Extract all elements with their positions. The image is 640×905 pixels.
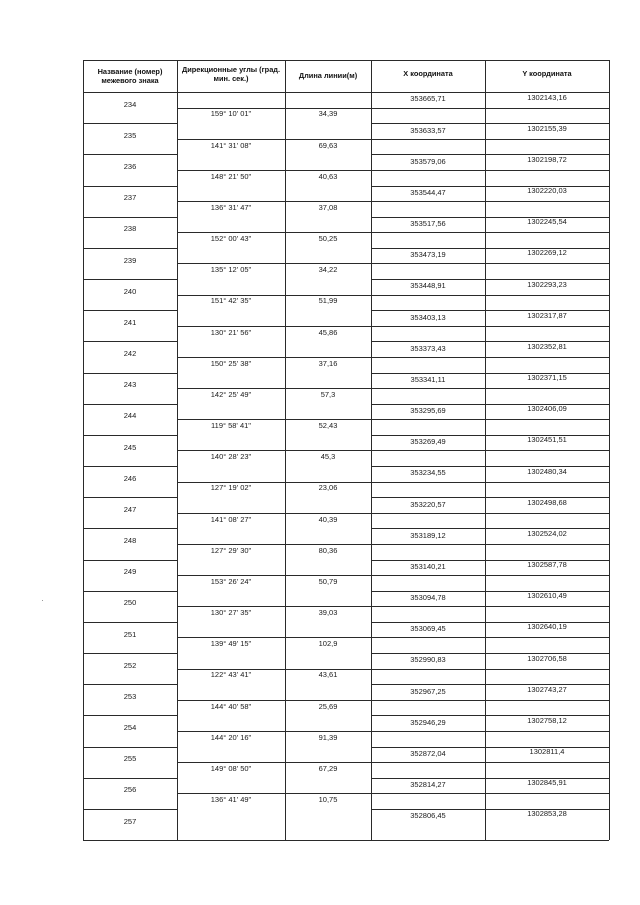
row-border	[83, 123, 177, 124]
segment-angle: 141° 31' 08"	[210, 140, 252, 150]
segment-angle: 144° 40' 58"	[210, 701, 252, 711]
point-y-coordinate: 1302587,78	[527, 560, 567, 570]
segment-angle: 119° 58' 41"	[211, 421, 251, 431]
point-x-coordinate: 353403,13	[410, 312, 446, 322]
row-border	[83, 186, 177, 187]
row-border	[177, 357, 371, 358]
row-border	[83, 560, 177, 561]
row-border	[177, 170, 371, 171]
point-y-coordinate: 1302451,51	[527, 435, 567, 445]
point-x-coordinate: 353234,55	[410, 468, 446, 478]
row-border	[83, 373, 177, 374]
segment-length: 69,63	[318, 140, 338, 150]
row-border	[371, 575, 609, 576]
point-name: 254	[123, 723, 137, 733]
point-x-coordinate: 353189,12	[410, 530, 446, 540]
segment-angle: 148° 21' 50"	[210, 171, 252, 181]
point-x-coordinate: 353665,71	[410, 94, 446, 104]
point-y-coordinate: 1302743,27	[527, 684, 567, 694]
segment-length: 34,22	[318, 265, 338, 275]
row-border	[371, 513, 609, 514]
point-name: 249	[123, 567, 137, 577]
point-y-coordinate: 1302758,12	[527, 715, 567, 725]
point-name: 248	[123, 536, 137, 546]
segment-length: 45,86	[318, 327, 338, 337]
row-border	[371, 295, 609, 296]
row-border	[177, 700, 371, 701]
row-border	[371, 731, 609, 732]
point-name: 239	[123, 255, 137, 265]
segment-length: 34,39	[318, 109, 338, 119]
row-border	[83, 248, 177, 249]
point-name: 238	[123, 224, 137, 234]
segment-angle: 127° 29' 30"	[210, 545, 252, 555]
segment-angle: 153° 26' 24"	[210, 576, 252, 586]
point-x-coordinate: 353069,45	[410, 624, 446, 634]
row-border	[177, 419, 371, 420]
row-border	[177, 793, 371, 794]
point-y-coordinate: 1302245,54	[527, 217, 567, 227]
row-border	[83, 653, 177, 654]
point-y-coordinate: 1302269,12	[527, 248, 567, 258]
point-name: 241	[123, 317, 137, 327]
segment-length: 51,99	[318, 296, 338, 306]
row-border	[371, 544, 609, 545]
point-y-coordinate: 1302406,09	[527, 404, 567, 414]
segment-length: 10,75	[318, 795, 338, 805]
row-border	[83, 435, 177, 436]
segment-length: 57,3	[320, 389, 336, 399]
segment-length: 50,25	[318, 234, 338, 244]
row-border	[83, 497, 177, 498]
segment-angle: 144° 20' 16"	[210, 732, 252, 742]
point-x-coordinate: 352990,83	[410, 655, 446, 665]
point-x-coordinate: 353517,56	[410, 219, 446, 229]
point-y-coordinate: 1302480,34	[527, 466, 567, 476]
point-name: 245	[123, 442, 137, 452]
row-border	[177, 669, 371, 670]
segment-angle: 150° 25' 38"	[210, 358, 252, 368]
scan-speck	[42, 600, 43, 601]
point-name: 256	[123, 785, 137, 795]
point-y-coordinate: 1302352,81	[527, 341, 567, 351]
segment-angle: 159° 10' 01"	[210, 109, 252, 119]
row-border	[83, 279, 177, 280]
row-border	[83, 715, 177, 716]
segment-angle: 136° 41' 49"	[210, 795, 252, 805]
segment-length: 39,03	[318, 608, 338, 618]
segment-angle: 139° 49' 15"	[210, 639, 252, 649]
row-border	[177, 326, 371, 327]
segment-angle: 151° 42' 35"	[210, 296, 252, 306]
point-x-coordinate: 353579,06	[410, 156, 446, 166]
segment-length: 91,39	[318, 732, 338, 742]
point-x-coordinate: 352967,25	[410, 686, 446, 696]
segment-length: 45,3	[320, 452, 336, 462]
point-x-coordinate: 353341,11	[410, 374, 446, 384]
row-border	[177, 637, 371, 638]
point-x-coordinate: 353448,91	[410, 281, 446, 291]
segment-angle: 130° 27' 35"	[210, 608, 252, 618]
row-border	[177, 513, 371, 514]
row-border	[177, 575, 371, 576]
row-border	[177, 108, 371, 109]
row-border	[371, 700, 609, 701]
boundary-coordinates-table	[83, 60, 609, 840]
row-border	[83, 684, 177, 685]
point-name: 247	[123, 504, 137, 514]
row-border	[371, 232, 609, 233]
point-x-coordinate: 353473,19	[410, 250, 446, 260]
point-y-coordinate: 1302317,87	[527, 310, 567, 320]
point-y-coordinate: 1302198,72	[527, 154, 567, 164]
point-y-coordinate: 1302811,4	[529, 747, 565, 757]
row-border	[83, 341, 177, 342]
row-border	[371, 793, 609, 794]
header-length: Длина линии(м)	[298, 71, 358, 80]
row-border	[371, 139, 609, 140]
point-name: 251	[123, 629, 137, 639]
point-x-coordinate: 353544,47	[410, 187, 446, 197]
row-border	[371, 419, 609, 420]
column-border	[609, 60, 610, 840]
row-border	[177, 450, 371, 451]
header-y: Y координата	[522, 69, 572, 78]
row-border	[83, 591, 177, 592]
row-border	[371, 637, 609, 638]
segment-length: 37,16	[318, 358, 338, 368]
segment-length: 50,79	[318, 576, 338, 586]
point-name: 243	[123, 380, 137, 390]
row-border	[371, 357, 609, 358]
point-name: 234	[123, 99, 137, 109]
point-y-coordinate: 1302371,15	[527, 373, 567, 383]
segment-length: 37,08	[318, 202, 338, 212]
row-border	[83, 466, 177, 467]
row-border	[177, 731, 371, 732]
point-y-coordinate: 1302143,16	[527, 92, 567, 102]
point-name: 244	[123, 411, 137, 421]
row-border	[371, 108, 609, 109]
row-border	[83, 528, 177, 529]
segment-angle: 135° 12' 05"	[210, 265, 252, 275]
segment-length: 43,61	[318, 670, 338, 680]
row-border	[371, 201, 609, 202]
segment-angle: 152° 00' 43"	[210, 234, 252, 244]
row-border	[371, 669, 609, 670]
row-border	[83, 622, 177, 623]
point-x-coordinate: 353220,57	[410, 499, 446, 509]
row-border	[371, 606, 609, 607]
segment-angle: 136° 31' 47"	[210, 202, 252, 212]
row-border	[371, 762, 609, 763]
point-y-coordinate: 1302498,68	[527, 497, 567, 507]
row-border	[177, 388, 371, 389]
row-border	[83, 747, 177, 748]
segment-angle: 140° 28' 23"	[210, 452, 252, 462]
point-y-coordinate: 1302610,49	[527, 591, 567, 601]
segment-angle: 130° 21' 56"	[210, 327, 252, 337]
segment-angle: 141° 08' 27"	[210, 514, 252, 524]
point-name: 236	[123, 162, 137, 172]
row-border	[371, 263, 609, 264]
point-x-coordinate: 353269,49	[410, 437, 446, 447]
row-border	[177, 232, 371, 233]
header-angle: Дирекционные углы (град. мин. сек.)	[181, 65, 281, 83]
row-border	[177, 263, 371, 264]
row-border	[83, 60, 609, 61]
point-x-coordinate: 352946,29	[410, 717, 446, 727]
segment-length: 67,29	[318, 763, 338, 773]
point-x-coordinate: 353140,21	[410, 561, 446, 571]
row-border	[371, 482, 609, 483]
point-x-coordinate: 353295,69	[410, 406, 446, 416]
point-name: 250	[123, 598, 137, 608]
point-x-coordinate: 353094,78	[410, 593, 446, 603]
point-y-coordinate: 1302640,19	[527, 622, 567, 632]
point-x-coordinate: 352814,27	[410, 780, 446, 790]
row-border	[177, 295, 371, 296]
segment-length: 102,9	[318, 639, 338, 649]
segment-angle: 149° 08' 50"	[210, 763, 252, 773]
point-y-coordinate: 1302155,39	[527, 123, 567, 133]
row-border	[83, 404, 177, 405]
point-y-coordinate: 1302220,03	[527, 186, 567, 196]
row-border	[371, 170, 609, 171]
segment-length: 25,69	[318, 701, 338, 711]
row-border	[371, 326, 609, 327]
segment-length: 40,63	[318, 171, 338, 181]
segment-angle: 127° 19' 02"	[210, 483, 252, 493]
row-border	[83, 310, 177, 311]
row-border	[177, 139, 371, 140]
row-border	[177, 606, 371, 607]
point-name: 257	[123, 816, 137, 826]
row-border	[83, 840, 609, 841]
row-border	[371, 388, 609, 389]
point-y-coordinate: 1302845,91	[527, 778, 567, 788]
segment-length: 52,43	[318, 421, 338, 431]
row-border	[83, 217, 177, 218]
row-border	[83, 778, 177, 779]
point-name: 240	[123, 286, 137, 296]
segment-angle: 122° 43' 41"	[210, 670, 252, 680]
point-name: 252	[123, 660, 137, 670]
point-x-coordinate: 353373,43	[410, 343, 446, 353]
point-y-coordinate: 1302706,58	[527, 653, 567, 663]
row-border	[177, 201, 371, 202]
point-name: 235	[123, 130, 137, 140]
point-y-coordinate: 1302524,02	[527, 528, 567, 538]
point-x-coordinate: 353633,57	[410, 125, 446, 135]
point-name: 253	[123, 691, 137, 701]
segment-length: 80,36	[318, 545, 338, 555]
header-x: X координата	[403, 69, 453, 78]
row-border	[177, 544, 371, 545]
point-name: 246	[123, 473, 137, 483]
segment-length: 23,06	[318, 483, 338, 493]
header-name: Название (номер) межевого знака	[97, 67, 163, 85]
point-name: 242	[123, 349, 137, 359]
point-x-coordinate: 352872,04	[410, 748, 446, 758]
point-x-coordinate: 352806,45	[410, 811, 446, 821]
point-y-coordinate: 1302293,23	[527, 279, 567, 289]
segment-angle: 142° 25' 49"	[210, 389, 252, 399]
point-name: 237	[123, 193, 137, 203]
segment-length: 40,39	[318, 514, 338, 524]
row-border	[83, 154, 177, 155]
row-border	[83, 809, 177, 810]
point-name: 255	[123, 754, 137, 764]
row-border	[371, 450, 609, 451]
row-border	[177, 762, 371, 763]
point-y-coordinate: 1302853,28	[527, 809, 567, 819]
row-border	[177, 482, 371, 483]
